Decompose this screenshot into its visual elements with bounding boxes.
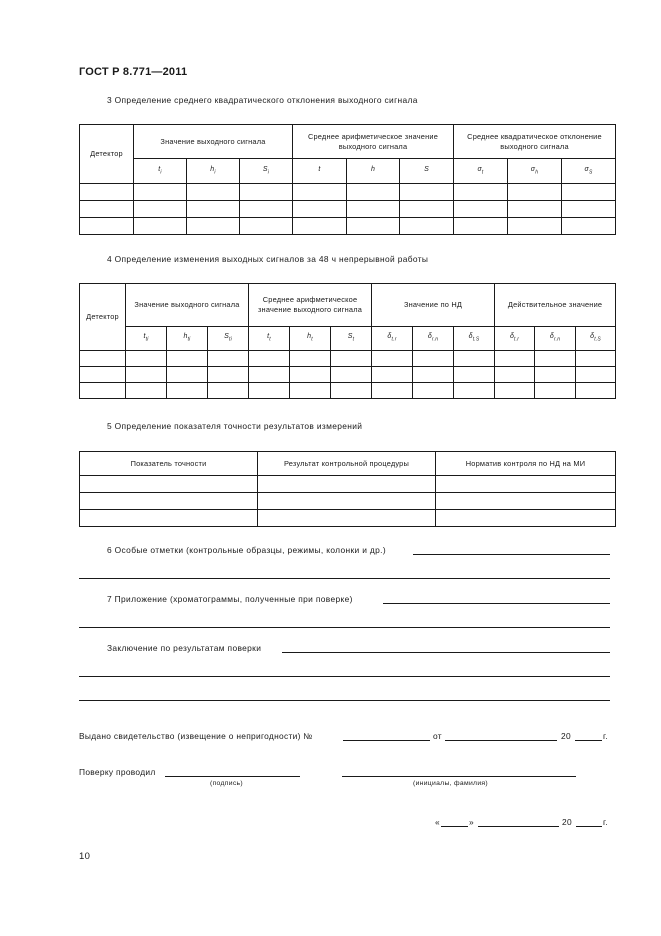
- signature-caption: (подпись): [210, 780, 243, 787]
- certificate-year-label: 20: [561, 731, 571, 741]
- col-group-mean-value: Среднее арифметическое значение выходного сигнала: [249, 284, 372, 327]
- date-open-quote: «: [435, 817, 440, 827]
- col-control-result: Результат контрольной процедуры: [258, 452, 436, 476]
- col-accuracy-indicator: Показатель точности: [80, 452, 258, 476]
- symbol-row: [80, 159, 616, 184]
- symbol-cell: $h_i$: [187, 159, 240, 184]
- col-group-output-value: Значение выходного сигнала: [126, 284, 249, 327]
- symbol-cell: $\delta_{r.n}$: [413, 327, 454, 351]
- certificate-label: Выдано свидетельство (извещение о непригодности) №: [79, 731, 313, 741]
- conclusion-label: Заключение по результатам поверки: [107, 643, 262, 653]
- col-group-mean-value: Среднее арифметическое значение выходного сигнала: [293, 125, 454, 159]
- table-row: [80, 184, 616, 201]
- table-row: [80, 476, 616, 493]
- certificate-from-label: от: [433, 731, 442, 741]
- table-section-4: [79, 283, 616, 399]
- symbol-cell: $\delta_{r.n}$: [535, 327, 576, 351]
- symbol-cell: $h_t$: [290, 327, 331, 351]
- symbol-cell: $t_t$: [249, 327, 290, 351]
- table-section-5: [79, 451, 616, 527]
- initials-line[interactable]: [342, 776, 576, 777]
- section-4-title: 4 Определение изменения выходных сигналов за 48 ч непрерывной работы: [107, 254, 429, 264]
- col-group-output-value: Значение выходного сигнала: [134, 125, 293, 159]
- section-5-title: 5 Определение показателя точности результатов измерений: [107, 421, 363, 431]
- col-detector: Детектор: [80, 125, 134, 184]
- table-row: [80, 367, 616, 383]
- symbol-cell: $t_{ti}$: [126, 327, 167, 351]
- table-row: [80, 510, 616, 527]
- table-row: [80, 201, 616, 218]
- certificate-date-line[interactable]: [445, 740, 557, 741]
- date-year-line[interactable]: [576, 826, 602, 827]
- col-detector: Детектор: [80, 284, 126, 351]
- certificate-g-label: г.: [603, 731, 608, 741]
- symbol-cell: $S_i$: [240, 159, 293, 184]
- section-3-title: 3 Определение среднего квадратического отклонения выходного сигнала: [107, 95, 418, 105]
- symbol-cell: $\sigma_t$: [454, 159, 508, 184]
- symbol-cell: $\delta_{t.r}$: [372, 327, 413, 351]
- table-section-3: [79, 124, 616, 235]
- symbol-cell: $\sigma_S$: [562, 159, 616, 184]
- table-row: [80, 383, 616, 399]
- certificate-number-line[interactable]: [343, 740, 430, 741]
- date-year-label: 20: [562, 817, 572, 827]
- date-month-line[interactable]: [478, 826, 559, 827]
- date-day-line[interactable]: [441, 826, 468, 827]
- symbol-cell: $\delta_{t.r}$: [495, 327, 535, 351]
- symbol-row: [80, 327, 616, 351]
- symbol-cell: $h_{ti}$: [167, 327, 208, 351]
- section-6-label: 6 Особые отметки (контрольные образцы, режимы, колонки и др.): [107, 545, 386, 555]
- section-7-fill-line-2[interactable]: [79, 627, 610, 628]
- col-group-std-deviation: Среднее квадратическое отклонение выходного сигнала: [454, 125, 616, 159]
- section-7-label: 7 Приложение (хроматограммы, полученные при поверке): [107, 594, 353, 604]
- initials-caption: (инициалы, фамилия): [413, 780, 488, 787]
- symbol-cell: $\sigma_h$: [508, 159, 562, 184]
- symbol-cell: $\delta_{t.S}$: [454, 327, 495, 351]
- symbol-cell: t: [293, 159, 347, 184]
- verifier-label: Поверку проводил: [79, 767, 156, 777]
- symbol-cell: S: [400, 159, 454, 184]
- conclusion-fill-line-3[interactable]: [79, 700, 610, 701]
- date-g-label: г.: [603, 817, 608, 827]
- symbol-cell: $\delta_{t.S}$: [576, 327, 616, 351]
- symbol-cell: h: [347, 159, 400, 184]
- page-header-title: ГОСТ Р 8.771—2011: [79, 66, 188, 78]
- section-7-fill-line[interactable]: [383, 603, 610, 604]
- section-6-fill-line-2[interactable]: [79, 578, 610, 579]
- page-number: 10: [79, 851, 91, 862]
- certificate-year-line[interactable]: [575, 740, 602, 741]
- table-row: [80, 351, 616, 367]
- col-group-nd-value: Значение по НД: [372, 284, 495, 327]
- section-6-fill-line[interactable]: [413, 554, 610, 555]
- conclusion-fill-line[interactable]: [282, 652, 610, 653]
- symbol-cell: $S_{ti}$: [208, 327, 249, 351]
- table-row: [80, 493, 616, 510]
- symbol-cell: $S_t$: [331, 327, 372, 351]
- symbol-cell: $t_i$: [134, 159, 187, 184]
- table-row: [80, 218, 616, 235]
- date-close-quote: »: [469, 817, 474, 827]
- col-group-actual-value: Действительное значение: [495, 284, 616, 327]
- conclusion-fill-line-2[interactable]: [79, 676, 610, 677]
- col-control-norm: Норматив контроля по НД на МИ: [436, 452, 616, 476]
- signature-line[interactable]: [165, 776, 300, 777]
